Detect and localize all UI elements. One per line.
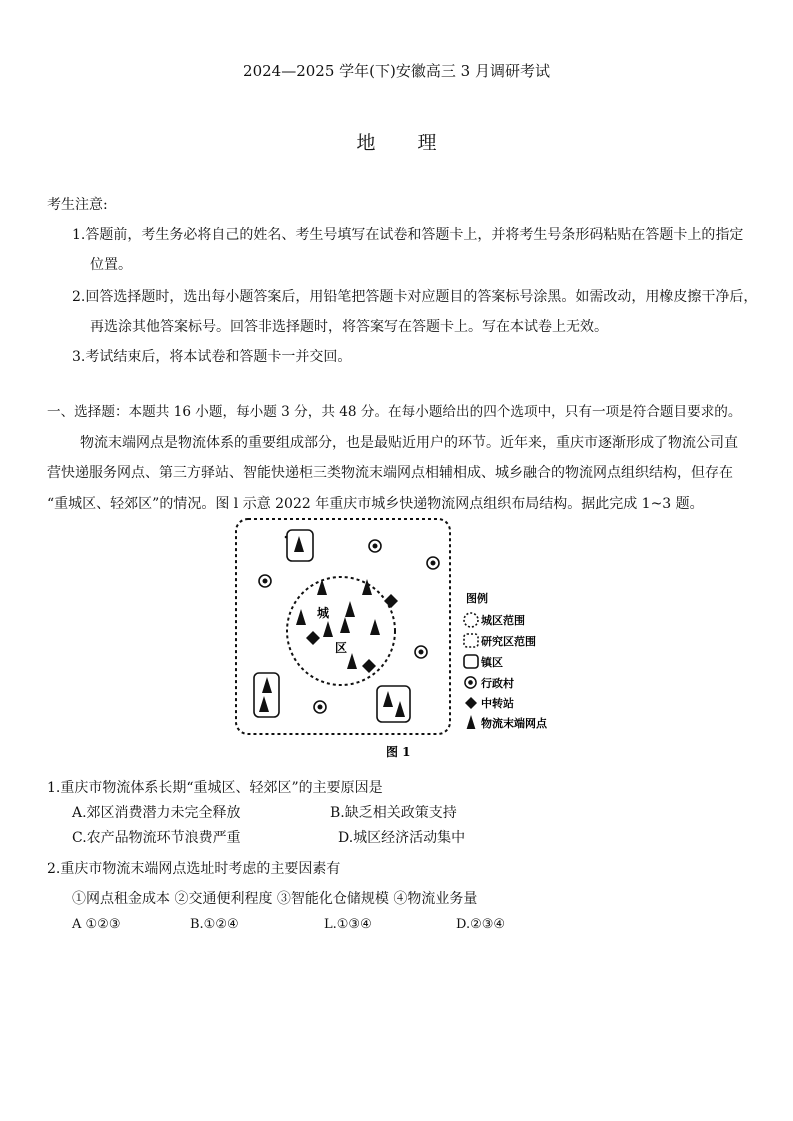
option-a: A.郊区消费潜力未完全释放: [72, 805, 241, 821]
legend-item: 行政村: [481, 677, 514, 690]
notice-item: 1.答题前，考生务必将自己的姓名、考生号填写在试卷和答题卡上，并将考生号条形码粘贴在答题卡上的指定: [72, 227, 744, 243]
notice-item: 3.考试结束后，将本试卷和答题卡一并交回。: [72, 349, 352, 365]
logistics-point-icon: [317, 579, 327, 595]
question-factors: ①网点租金成本 ②交通便利程度 ③智能化仓储规模 ④物流业务量: [72, 891, 478, 907]
figure-1-map: [228, 513, 568, 763]
legend-item: 研究区范围: [481, 635, 536, 648]
village-icon: [259, 575, 271, 587]
logistics-point-icon: [370, 619, 380, 635]
legend-item: 物流末端网点: [481, 717, 547, 730]
logistics-point-icon: [323, 621, 333, 637]
question-stem: 2.重庆市物流末端网点选址时考虑的主要因素有: [47, 861, 341, 877]
option-b: B.缺乏相关政策支持: [330, 805, 457, 821]
village-icon: [427, 557, 439, 569]
option-a: A ①②③: [72, 917, 121, 932]
logistics-point-icon: [296, 609, 306, 625]
legend-title: 图例: [466, 592, 488, 605]
village-icon: [314, 701, 326, 713]
village-icon: [369, 540, 381, 552]
notice-item: 再选涂其他答案标号。回答非选择题时，将答案写在答题卡上。写在本试卷上无效。: [90, 319, 608, 335]
option-d: D.②③④: [456, 917, 506, 932]
legend-item: 镇区: [481, 656, 503, 669]
logistics-point-icon: [345, 601, 355, 617]
passage-line: “重城区、轻郊区”的情况。图 l 示意 2022 年重庆市城乡快递物流网点组织布局结构。据此完成 1~3 题。: [47, 496, 704, 512]
transfer-station-icon: [384, 594, 398, 608]
transfer-station-icon: [306, 631, 320, 645]
option-c: L.①③④: [324, 917, 372, 932]
village-icon: [415, 646, 427, 658]
option-b: B.①②④: [190, 917, 239, 932]
notice-item: 位置。: [90, 257, 132, 273]
exam-header: 2024—2025 学年(下)安徽高三 3 月调研考试: [243, 62, 550, 80]
section-title: 一、选择题：本题共 16 小题，每小题 3 分，共 48 分。在每小题给出的四个选项中，只有一项是符合题目要求的。: [47, 404, 742, 420]
option-c: C.农产品物流环节浪费严重: [72, 830, 241, 846]
city-label: 城: [317, 606, 330, 620]
figure-caption: 图 1: [386, 745, 411, 759]
city-label: 区: [335, 641, 348, 655]
legend-item: 城区范围: [481, 614, 525, 627]
question-stem: 1.重庆市物流体系长期“重城区、轻郊区”的主要原因是: [47, 780, 383, 796]
passage-line: 营快递服务网点、第三方驿站、智能快递柜三类物流末端网点相辅相成、城乡融合的物流网点组织结构，但存在: [47, 465, 733, 481]
transfer-station-icon: [362, 659, 376, 673]
subject-title: 地 理: [356, 132, 455, 154]
legend-item: 中转站: [481, 697, 514, 710]
town-box: [377, 686, 410, 722]
notice-title: 考生注意:: [47, 197, 108, 213]
option-d: D.城区经济活动集中: [338, 830, 466, 846]
passage-line: 物流末端网点是物流体系的重要组成部分，也是最贴近用户的环节。近年来，重庆市逐渐形成了物流公司直: [80, 435, 738, 451]
logistics-point-icon: [347, 653, 357, 669]
notice-item: 2.回答选择题时，选出每小题答案后，用铅笔把答题卡对应题目的答案标号涂黑。如需改动，用橡皮擦干净后，: [72, 289, 758, 305]
logistics-point-icon: [340, 617, 350, 633]
